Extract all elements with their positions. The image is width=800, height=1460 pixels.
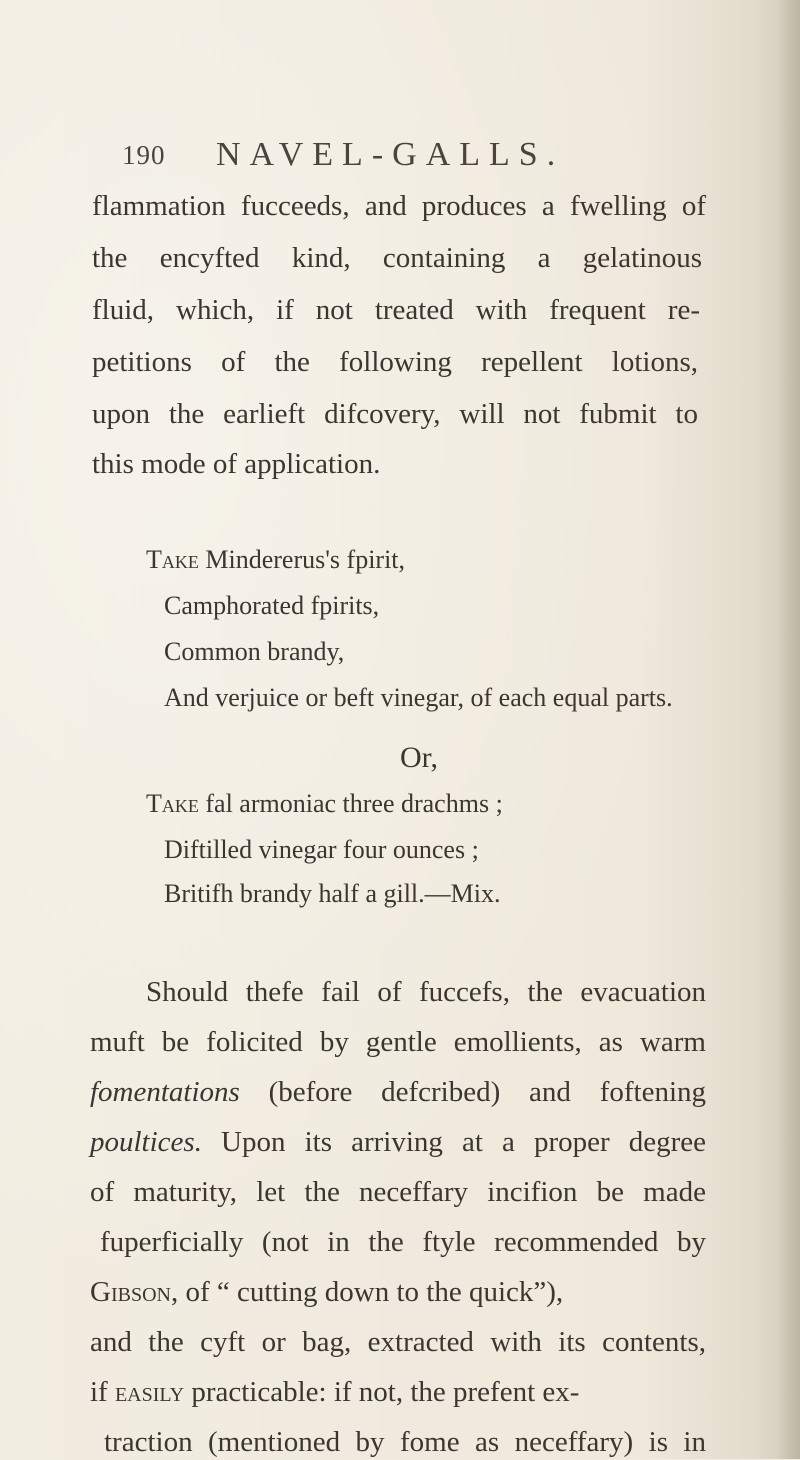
take-word: Take [146, 789, 199, 818]
prescription-item: Camphorated fpirits, [164, 591, 380, 620]
text-line: fluid, which, if not treated with frequent re- [92, 294, 700, 326]
page-number: 190 [122, 140, 166, 170]
italic-term: poultices. [90, 1126, 202, 1158]
prescription-item: Common brandy, [164, 637, 345, 666]
text-line: this mode of application. [92, 448, 381, 480]
text-line: flammation fucceeds, and produces a fwelling of [92, 190, 706, 222]
text-line: fomentations (before defcribed) and foftening [90, 1076, 706, 1108]
prescription-item: And verjuice or beft vinegar, of each equal parts. [164, 683, 673, 712]
prescription-item: Diftilled vinegar four ounces ; [164, 835, 479, 864]
emphasis-caps: easily [114, 1376, 185, 1408]
text-line: petitions of the following repellent lotions, [92, 346, 698, 378]
text-line: poultices. Upon its arriving at a proper degree [90, 1126, 706, 1158]
italic-term: fomentations [90, 1076, 240, 1108]
or-separator: Or, [400, 741, 438, 774]
text-line: the encyfted kind, containing a gelatinous [92, 242, 702, 274]
take-word: Take [146, 545, 199, 574]
prescription-line [146, 786, 503, 822]
text-line: of maturity, let the neceffary incifion be made [90, 1176, 706, 1208]
prescription-item: fal armoniac three drachms ; [205, 789, 503, 818]
text-line: Gibson, of “ cutting down to the quick”), [90, 1276, 564, 1308]
text-line: Should thefe fail of fuccefs, the evacuation [146, 976, 706, 1008]
running-title: NAVEL-GALLS. [216, 136, 565, 173]
prescription-item: Mindererus's fpirit, [205, 545, 406, 574]
text-line: if easily practicable: if not, the prefent ex- [90, 1376, 580, 1408]
text-line: and the cyft or bag, extracted with its contents, [90, 1326, 706, 1358]
prescription-line [146, 542, 405, 578]
text-line: traction (mentioned by fome as neceffary) is in [104, 1426, 706, 1458]
prescription-item: Britifh brandy half a gill.—Mix. [164, 879, 501, 908]
text-line: fuperficially (not in the ftyle recommended by [100, 1226, 706, 1258]
author-name: Gibson [90, 1276, 171, 1308]
page-edge-shadow [778, 0, 800, 1459]
text-line: muft be folicited by gentle emollients, as warm [90, 1026, 706, 1058]
text-line: upon the earlieft difcovery, will not fubmit to [92, 398, 698, 430]
running-head [122, 136, 682, 180]
